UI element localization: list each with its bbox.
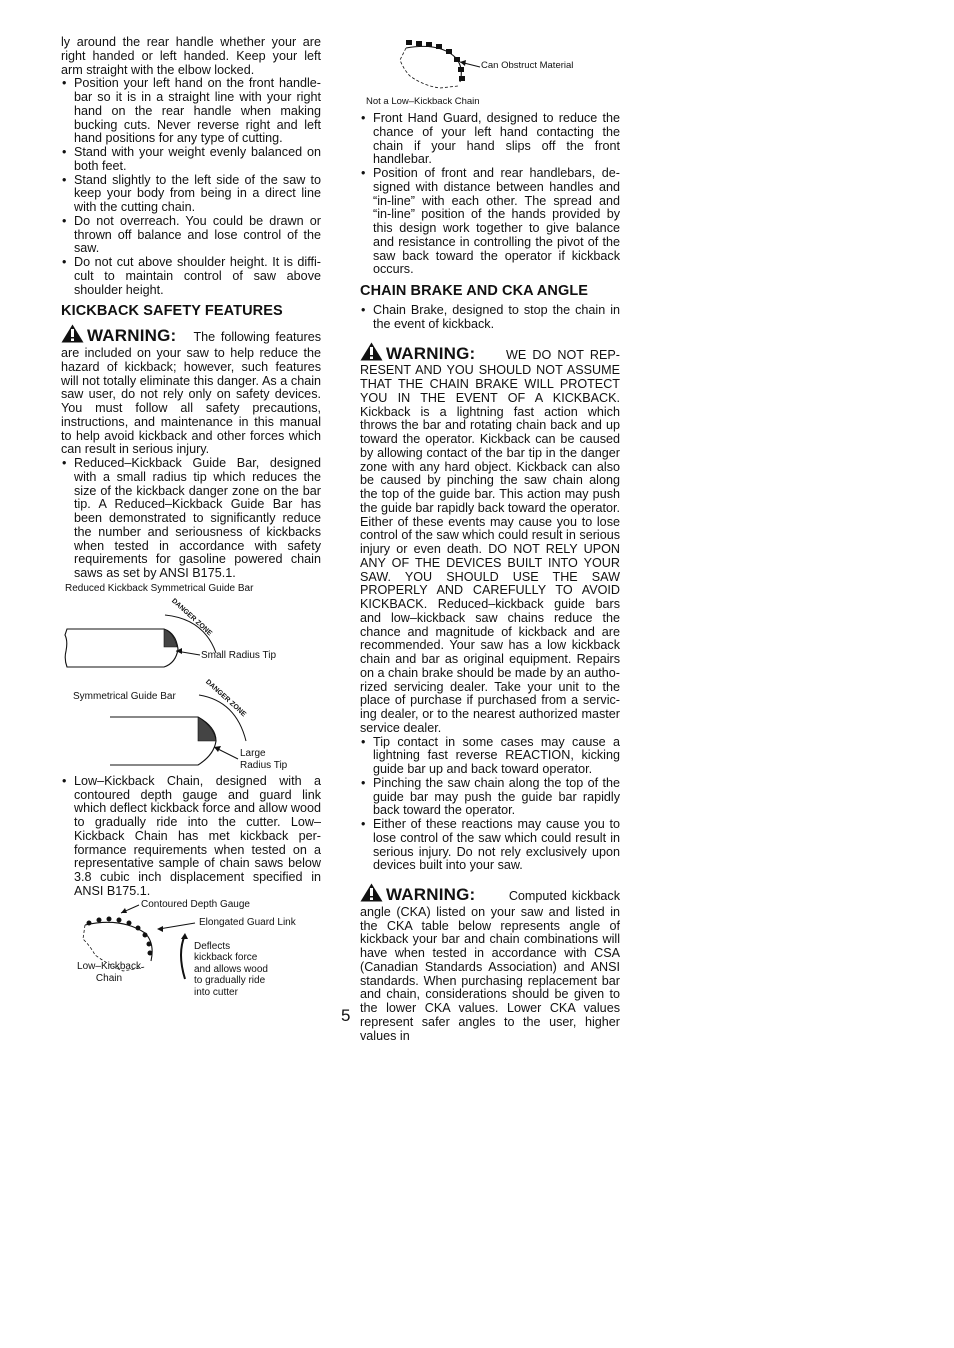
deflect-line: and allows wood [194, 963, 268, 975]
chain-list [61, 775, 321, 899]
deflect-line: into cutter [194, 986, 238, 998]
large-radius-tip-label: Large [240, 747, 266, 759]
list-item: • Chain Brake, designed to stop the chain in the event of kickback. [360, 304, 620, 332]
left-column [61, 36, 321, 1009]
guide-bar-drawing [64, 581, 324, 679]
low-kickback-chain-figure [61, 899, 321, 1009]
list-item: • Front Hand Guard, designed to reduce the chance of your left hand contacting the chain if your hand slips off the front handlebar. [360, 112, 620, 167]
warning-text: WE DO NOT REPRESENT AND YOU SHOULD NOT ASSUME THAT THE CHAIN BRAKE WILL PROTECT YOU IN THE EVENT OF A KICKBACK. Kickback is a lightning fast action which throws the bar and rotating chain back and up toward the operator. Kickback can be caused by allowing contact of the bar tip in the danger zone with any hard object. Kickback can also be caused by pinching the saw chain along the top of the guide bar. This action may push the guide bar rapidly back toward the operator. Either of these events may cause you to lose control of the saw which could result in serious injury or even death. DO NOT RELY UPON ANY OF THE DEVICES BUILT INTO YOUR SAW. YOU SHOULD USE THE SAW PROPERLY AND CAREFULLY TO AVOID KICKBACK. Reduced–kickback guide bars and low–kickback saw chains reduce the chance and magnitude of kickback and are recommended. Your saw has a low kickback chain and bar as original equipment. Repairs on a chain brake should be made by an authorized servicing dealer. Take your unit to the place of purchase if purchased from a servicing dealer, or to the nearest authorized master service dealer. [360, 347, 620, 735]
list-item: • Do not overreach. You could be drawn or thrown off balance and lose control of the saw. [61, 215, 321, 256]
stance-list [61, 77, 321, 297]
deflect-line: to gradually ride [194, 975, 266, 986]
page-number: 5 [341, 1006, 351, 1025]
handguard-list [360, 112, 620, 277]
chain-label-line: Chain [95, 972, 123, 984]
deflect-label [194, 941, 268, 999]
symmetrical-bar-figure [64, 679, 321, 775]
warning-label: WARNING: [386, 343, 476, 363]
figure-caption: Symmetrical Guide Bar [73, 690, 176, 702]
figure-caption: Not a Low–Kickback Chain [366, 96, 480, 107]
kickback-reaction-list [360, 736, 620, 874]
warning-label: WARNING: [87, 326, 177, 346]
chain-label [74, 961, 144, 985]
warning-triangle-icon [61, 324, 84, 347]
chain-label-line: Low–Kickback [77, 960, 141, 972]
deflect-line: kickback force [194, 952, 258, 963]
intro-paragraph: ly around the rear handle whether your are right handed or left handed. Keep your left arm straight with the elbow locked. [61, 35, 321, 77]
list-item: • Position of front and rear handlebars, designed with distance between handles and “in‑line” with each other. The spread and “in‑line” position of the hands provided by this design work together to give balance and resistance in controlling the pivot of the saw back toward the operator if kickback occurs. [360, 167, 620, 277]
right-column [360, 36, 620, 1043]
chain-brake-heading: CHAIN BRAKE AND CKA ANGLE [360, 283, 589, 299]
list-item: • Pinching the saw chain along the top of the guide bar may push the guide bar rapidly back toward the operator. [360, 777, 620, 818]
warning-paragraph [360, 342, 620, 736]
warning-paragraph [360, 883, 620, 1043]
guide-bar-list [61, 457, 321, 581]
reduced-kickback-bar-figure [64, 581, 321, 679]
large-radius-tip-label: Radius Tip [240, 759, 288, 771]
list-item: • Either of these reactions may cause you to lose control of the saw which could result in serious injury. Do not rely exclusively upon devices built into your saw. [360, 818, 620, 873]
small-radius-tip-label: Small Radius Tip [201, 649, 277, 661]
standard-chain-figure [360, 36, 620, 112]
deflect-line: Deflects [194, 940, 231, 952]
kickback-safety-heading: KICKBACK SAFETY FEATURES [61, 303, 283, 320]
guard-link-label: Elongated Guard Link [199, 916, 296, 928]
list-item: • Reduced–Kickback Guide Bar, designed with a small radius tip which reduces the size of the kickback danger zone on the bar tip. A Reduced–Kickback Guide Bar has been demonstrated to significantly reduce the number and seriousness of kickbacks when tested in accordance with safety requirements for gasoline powered chain saws as set by ANSI B175.1. [61, 457, 321, 581]
list-item: • Stand with your weight evenly balanced on both feet. [61, 146, 321, 174]
warning-triangle-icon [360, 342, 383, 365]
warning-triangle-icon [360, 883, 383, 906]
list-item: • Low–Kickback Chain, designed with a contoured depth gauge and guard link which deflect kickback force and allow wood to gradually ride into the cutter. Low–Kickback Chain has met kickback performance requirements when tested on a representative sample of chain saws below 3.8 cubic inch displacement specified in ANSI B175.1. [61, 775, 321, 899]
warning-label: WARNING: [386, 885, 476, 904]
figure-caption: Reduced Kickback Symmetrical Guide Bar [65, 582, 254, 594]
warning-text: The following features are included on your saw to help reduce the hazard of kickback; however, such features will not totally eliminate this danger. As a chain saw user, do not rely only on safety devices. You must follow all safety precautions, instructions, and maintenance in this manual to help avoid kickback and other forces which can result in serious injury. [61, 330, 321, 457]
danger-zone-label: DANGER ZONE [203, 678, 248, 719]
list-item: • Position your left hand on the front handlebar so it is in a straight line with your right hand on the rear handle when making bucking cuts. Never reverse right and left hand positions for any type of cutting. [61, 77, 321, 146]
chain-drawing [61, 899, 321, 1009]
list-item: • Do not cut above shoulder height. It is difficult to maintain control of saw above shoulder height. [61, 256, 321, 297]
list-item: • Stand slightly to the left side of the saw to keep your body from being in a direct line with the cutting chain. [61, 174, 321, 215]
danger-zone-label: DANGER ZONE [169, 597, 214, 638]
depth-gauge-label: Contoured Depth Gauge [141, 898, 250, 910]
list-item: • Tip contact in some cases may cause a lightning fast reverse REACTION, kicking guide bar up and back toward operator. [360, 736, 620, 777]
chain-brake-list [360, 304, 620, 332]
warning-paragraph [61, 324, 321, 457]
warning-text: Computed kickback angle (CKA) listed on your saw and listed in the CKA table below represents angle of kickback your bar and chain combinations will have when tested in accordance with CSA (Canadian Standards Association) and ANSI standards. When purchasing replacement bar and chain, considerations should be given to the lower CKA values. Lower CKA values represent safer angles to the user, higher values in [360, 889, 620, 1043]
obstruct-label: Can Obstruct Material [481, 60, 574, 71]
